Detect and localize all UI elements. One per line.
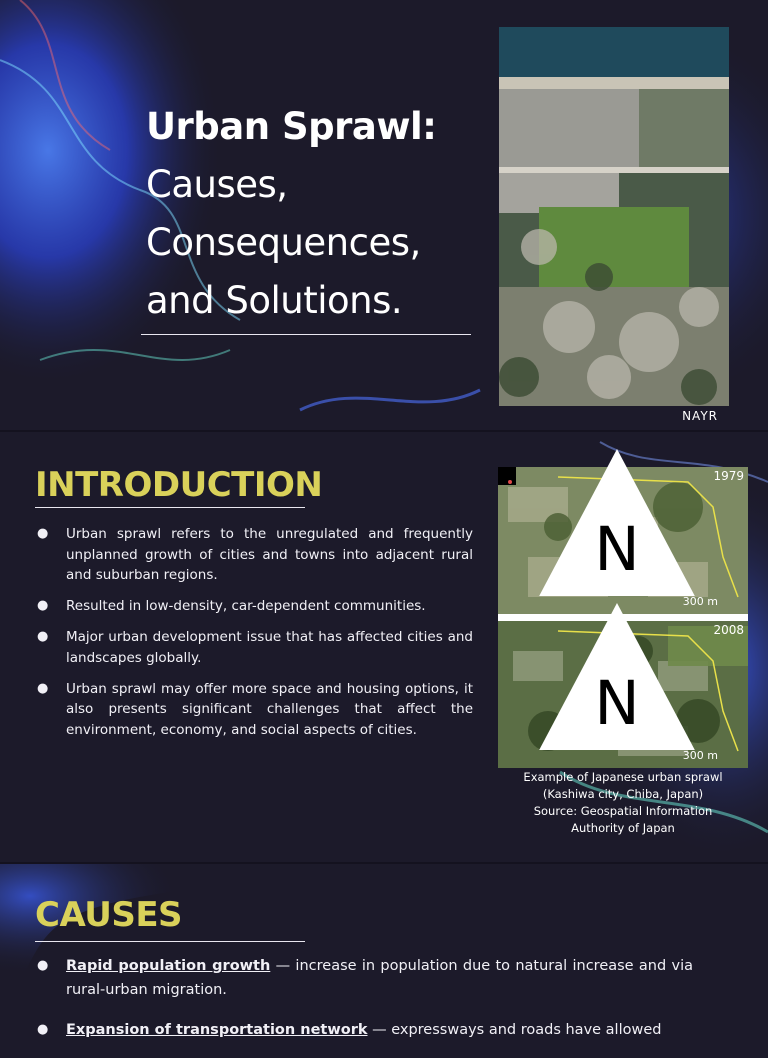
caption-line: Authority of Japan	[571, 821, 675, 835]
sprawl-comparison-photos	[498, 467, 748, 768]
list-item	[35, 524, 473, 586]
list-item	[35, 596, 473, 617]
caption-line: Example of Japanese urban sprawl	[523, 770, 723, 784]
north-arrow-icon	[492, 603, 742, 750]
cause-term: Expansion of transportation network	[66, 1022, 368, 1038]
bullet-text: Urban sprawl may offer more space and housing options, it also presents significant challenges that affect the environment, economy, and social aspects of cities.	[66, 680, 473, 738]
aerial-photo-1979	[498, 467, 748, 614]
title-line-3: and Solutions.	[146, 279, 403, 322]
caption-line: (Kashiwa city, Chiba, Japan)	[542, 787, 704, 801]
scale-bar-label: 300 m	[682, 595, 718, 608]
photo-caption	[498, 769, 748, 837]
introduction-underline	[35, 507, 305, 508]
svg-text:N: N	[594, 669, 640, 740]
caption-line: Source: Geospatial Information	[533, 804, 713, 818]
cause-text: — increase in population due to natural increase and via rural-urban migration.	[66, 958, 694, 998]
title-underline	[141, 334, 471, 335]
bullet-icon: ●	[37, 680, 49, 696]
introduction-bullet-list	[35, 524, 473, 751]
bullet-icon: ●	[37, 629, 49, 644]
bullet-icon: ●	[37, 526, 49, 541]
bullet-icon: ●	[37, 598, 49, 613]
photo-year-label: 2008	[713, 623, 744, 637]
list-item	[35, 679, 473, 741]
cause-term: Rapid population growth	[66, 958, 271, 974]
photo-year-label: 1979	[713, 469, 744, 483]
list-item	[35, 954, 693, 1002]
causes-bullet-list	[35, 954, 693, 1058]
title-block	[146, 98, 476, 330]
aerial-photo-2008	[498, 621, 748, 768]
photo-credit: NAYR	[682, 409, 718, 423]
list-item	[35, 1018, 693, 1042]
bullet-icon: ●	[37, 1022, 49, 1037]
north-arrow-icon	[492, 449, 742, 596]
title-line-1: Causes,	[146, 163, 288, 206]
scale-bar-label: 300 m	[682, 749, 718, 762]
causes-underline	[35, 941, 305, 942]
bullet-text: Major urban development issue that has affected cities and landscapes globally.	[66, 629, 473, 666]
list-item	[35, 627, 473, 668]
svg-text:N: N	[594, 515, 640, 586]
aerial-photo-coastal-suburb	[499, 27, 729, 406]
title-slide	[0, 0, 768, 430]
bullet-text: Resulted in low-density, car-dependent communities.	[66, 598, 426, 614]
bullet-text: Urban sprawl refers to the unregulated and frequently unplanned growth of cities and towns into adjacent rural and suburban regions.	[66, 526, 473, 583]
title-heading: Urban Sprawl:	[146, 105, 437, 148]
causes-heading: CAUSES	[35, 895, 183, 935]
cause-text: — expressways and roads have allowed	[367, 1022, 662, 1038]
bullet-icon: ●	[37, 958, 49, 973]
introduction-heading: INTRODUCTION	[35, 465, 323, 505]
title-line-2: Consequences,	[146, 221, 421, 264]
